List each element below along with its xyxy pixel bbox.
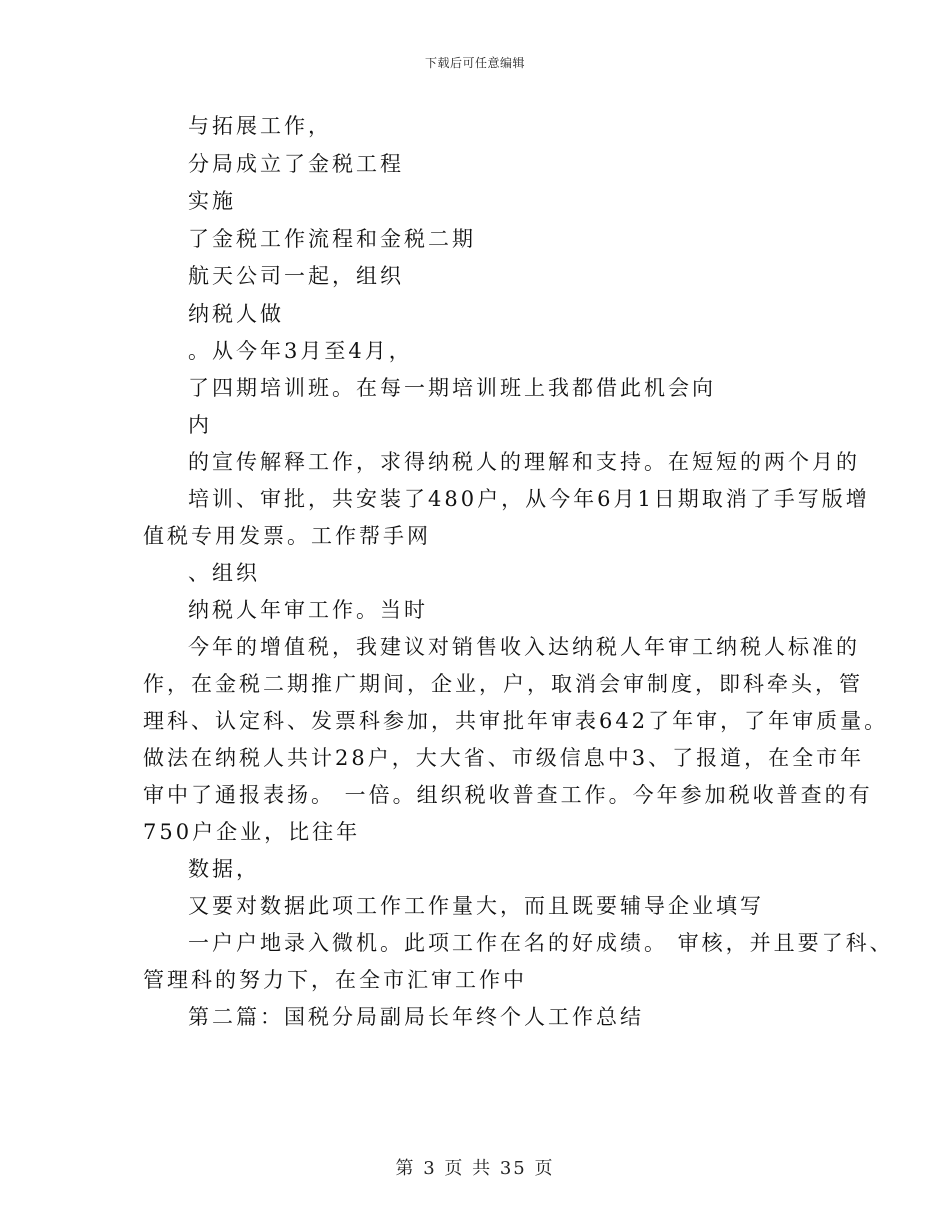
body-line: 数据， <box>188 857 260 881</box>
body-line: 。从今年3月至4月， <box>188 339 413 363</box>
body-line: 的宣传解释工作，求得纳税人的理解和支持。在短短的两个月的 <box>188 450 860 474</box>
page-header: 下载后可任意编辑 <box>424 56 525 70</box>
body-line: 管理科的努力下，在全市汇审工作中 <box>143 968 527 992</box>
body-line: 审中了通报表扬。 一倍。组织税收普查工作。今年参加税收普查的有 <box>143 783 873 807</box>
body-line: 了金税工作流程和金税二期 <box>188 227 476 251</box>
body-line: 、组织 <box>188 561 260 585</box>
body-line: 理科、认定科、发票科参加，共审批年审表642了年审，了年审质量。 <box>143 709 889 733</box>
body-line: 做法在纳税人共计28户，大大省、市级信息中3、了报道，在全市年 <box>143 746 865 770</box>
page-number: 第 3 页 共 35 页 <box>395 1158 555 1179</box>
body-line: 今年的增值税，我建议对销售收入达纳税人年审工纳税人标准的 <box>188 635 860 659</box>
body-line: 分局成立了金税工程 <box>188 152 404 176</box>
body-line: 实施 <box>188 189 236 213</box>
body-line: 内 <box>188 413 212 437</box>
body-line: 了四期培训班。在每一期培训班上我都借此机会向 <box>188 376 716 400</box>
body-line: 一户户地录入微机。此项工作在名的好成绩。 审核，并且要了科、 <box>188 931 894 955</box>
body-line: 又要对数据此项工作工作量大，而且既要辅导企业填写 <box>188 894 764 918</box>
body-line: 纳税人做 <box>188 302 284 326</box>
body-line: 750户企业，比往年 <box>143 820 361 844</box>
body-line: 纳税人年审工作。当时 <box>188 598 428 622</box>
body-line: 培训、审批，共安装了480户，从今年6月1日期取消了手写版增 <box>188 487 870 511</box>
section-heading: 第二篇：国税分局副局长年终个人工作总结 <box>188 1005 644 1029</box>
body-line: 作，在金税二期推广期间，企业，户，取消会审制度，即科牵头，管 <box>143 672 863 696</box>
body-line: 航天公司一起，组织 <box>188 264 404 288</box>
body-line: 与拓展工作， <box>188 114 332 138</box>
body-line: 值税专用发票。工作帮手网 <box>143 524 431 548</box>
